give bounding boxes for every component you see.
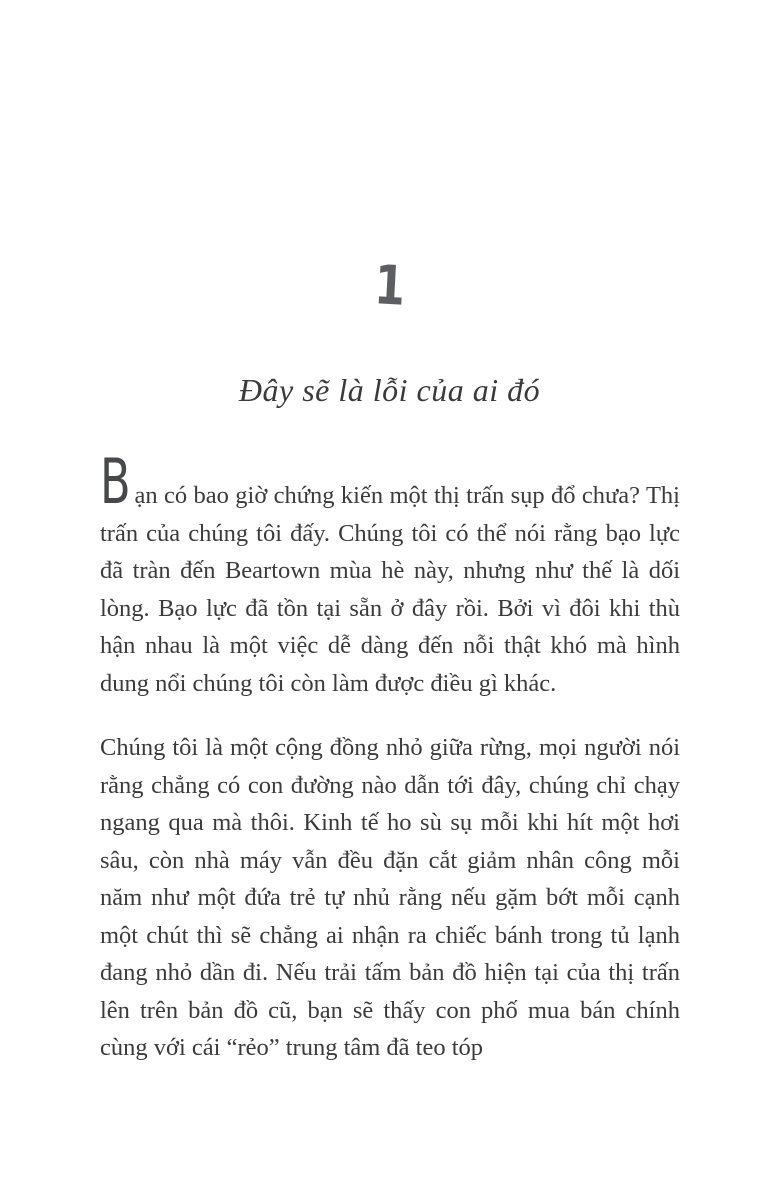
chapter-number [0, 253, 779, 318]
paragraph [100, 729, 680, 1067]
paragraph-text: Chúng tôi là một cộng đồng nhỏ giữa rừng, mọi người nói rằng chẳng có con đường nào dẫn tới đây, chúng chỉ chạy ngang qua mà thôi. Kinh tế ho sù sụ mỗi khi hít một hơi sâu, còn nhà máy vẫn đều đặn cắt giảm nhân công mỗi năm như một đứa trẻ tự nhủ rằng nếu gặm bớt mỗi cạnh một chút thì sẽ chẳng ai nhận ra chiếc bánh trong tủ lạnh đang nhỏ dần đi. Nếu trải tấm bản đồ hiện tại của thị trấn lên trên bản đồ cũ, bạn sẽ thấy con phố mua bán chính cùng với cái “rẻo” trung tâm đã teo tóp [100, 734, 680, 1061]
chapter-number-numeral: 1 [372, 253, 407, 318]
body-text [100, 445, 680, 1067]
chapter-title: Đây sẽ là lỗi của ai đó [238, 372, 541, 408]
paragraph-text: ạn có bao giờ chứng kiến một thị trấn sụp đổ chưa? Thị trấn của chúng tôi đấy. Chúng tôi có thể nói rằng bạo lực đã tràn đến Beartown mùa hè này, nhưng như thế là dối lòng. Bạo lực đã tồn tại sẵn ở đây rồi. Bởi vì đôi khi thù hận nhau là một việc dễ dàng đến nỗi thật khó mà hình dung nổi chúng tôi còn làm được điều gì khác. [100, 482, 680, 697]
paragraph: Bạn có bao giờ chứng kiến một thị trấn sụp đổ chưa? Thị trấn của chúng tôi đấy. Chúng tôi có thể nói rằng bạo lực đã tràn đến Beartown mùa hè này, nhưng như thế là dối lòng. Bạo lực đã tồn tại sẵn ở đây rồi. Bởi vì đôi khi thù hận nhau là một việc dễ dàng đến nỗi thật khó mà hình dung nổi chúng tôi còn làm được điều gì khác. [100, 445, 680, 697]
